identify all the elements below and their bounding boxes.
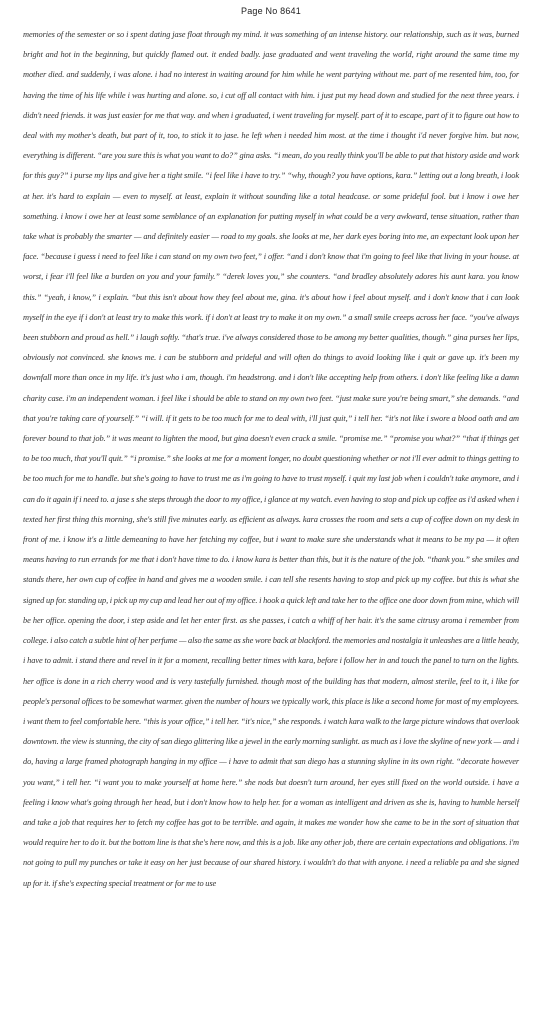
body-paragraph: memories of the semester or so i spent dating jase float through my mind. it was something of an intense history. our relationship, such as it was, burned bright and hot in the beginning, but quickly flamed out. it ended badly. jase graduated and went traveling the world, right around the same time my mother died. and suddenly, i was alone. i had no interest in waiting around for him while he went partying without me. part of me resented him, too, for having the time of his life while i was hurting and alone. so, i cut off all contact with him. i just put my head down and studied for the next three years. i didn't need friends. it was just easier for me that way. and when i graduated, i went traveling for myself. part of it to escape, part of it to figure out how to deal with my mother's death, but part of it, too, to stick it to jase. he left when i needed him most. at the time i thought i'd never forgive him. but now, everything is different. “are you sure this is what you want to do?” gina asks. “i mean, do you really think you'll be able to put that history aside and work for this guy?” i purse my lips and give her a tight smile. “i feel like i have to try.” “why, though? you have options, kara.” letting out a long breath, i look at her. it's hard to explain — even to myself. at least, explain it without sounding like a total headcase. or some prideful fool. but i know i owe her something. i know i owe her at least some semblance of an explanation for putting myself in what could be a very awkward, tense situation, rather than take what is probably the smarter — and definitely easier — road to my goals. she looks at me, her dark eyes boring into me, an expectant look upon her face. “because i guess i need to feel like i can stand on my own two feet,” i offer. “and i don't know that i'm going to feel like that living in your house. at worst, i fear i'll feel like a burden on you and your family.” “derek loves you,” she counters. “and bradley absolutely adores his aunt kara. you know this.” “yeah, i know,” i explain. “but this isn't about how they feel about me, gina. it's about how i feel about myself. and i don't know that i can look myself in the eye if i don't at least try to make this work. if i don't at least try to make it on my own.” a small smile creeps across her face. “you've always been stubborn and proud as hell.” i laugh softly. “that's true. i've always considered those to be among my better qualities, though.” gina purses her lips, obviously not convinced. she knows me. i can be stubborn and prideful and will often do things to avoid looking like i quit or gave up. it's been my downfall more than once in my life. it's just who i am, though. i'm headstrong. and i don't like accepting help from others. i don't like feeling like a damn charity case. i'm an independent woman. i feel like i should be able to stand on my own two feet. “just make sure you're being smart,” she demands. “and that you're taking care of yourself.” “i will. if it gets to be too much for me to deal with, i'll just quit,” i tell her. “it's not like i swore a blood oath and am forever bound to that job.” it was meant to lighten the mood, but gina doesn't even crack a smile. “promise me.” “promise you what?” “that if things get to be too much, that you'll quit.” “i promise.” she looks at me for a moment longer, no doubt questioning whether or not i'll ever admit to things getting to be too much for me to handle. but she's going to have to trust me as i'm going to have to trust myself. i quit my last job when i couldn't take anymore, and i can do it again if i need to. a jase s she steps through the door to my office, i glance at my watch. even having to stop and pick up coffee as i'd asked when i texted her first thing this morning, she's still five minutes early. as efficient as always. kara crosses the room and sets a cup of coffee down on my desk in front of me. i know it's a little demeaning to have her fetching my coffee, but i want to make sure she understands what it means to be my pa — it often means having to run errands for me that i don't have time to do. i know kara is better than this, but it is the nature of the job. “thank you.” she smiles and stands there, her own cup of coffee in hand and gives me a wooden smile. i can tell she resents having to stop and pick up my coffee. but this is what she signed up for. standing up, i pick up my cup and lead her out of my office. i hook a quick left and take her to the office one door down from mine, which will be her office. opening the door, i step aside and let her enter first. as she passes, i catch a whiff of her hair. it's the same citrusy aroma i remember from college. i also catch a subtle hint of her perfume — also the same as she wore back at blackford. the memories and nostalgia it unleashes are a little heady, i have to admit. i stand there and revel in it for a moment, recalling better times with kara, before i follow her in and touch the panel to turn on the lights. her office is done in a rich cherry wood and is very tastefully furnished. though most of the building has that modern, almost sterile, feel to it, i like for people's personal offices to be somewhat warmer. given the number of hours we typically work, this place is like a second home for most of my employees. i want them to feel comfortable here. “this is your office,” i tell her. “it's nice,” she responds. i watch kara walk to the large picture windows that overlook downtown. the view is stunning, the city of san diego glittering like a jewel in the early morning sunlight. as much as i love the skyline of new york — and i do, having a large framed photograph hanging in my office — i have to admit that san diego has a stunning skyline in its own right. “decorate however you want,” i tell her. “i want you to make yourself at home here.” she nods but doesn't turn around, her eyes still fixed on the world outside. i have a feeling i know what's going through her head, but i don't know how to help her. for a woman as intelligent and driven as she is, having to humble herself and take a job that requires her to fetch my coffee has got to be terrible. and again, it makes me wonder how she came to be in the sort of situation that would require her to do it. but the bottom line is that she's here now, and this is a job. like any other job, there are certain expectations and obligations. i'm not going to pull my punches or take it easy on her just because of our shared history. i wouldn't do that with anyone. i need a reliable pa and she signed up for it. if she's expecting special treatment or for me to use [23, 30, 519, 888]
page-number-header: Page No 8641 [241, 6, 301, 16]
page-body [23, 25, 519, 894]
